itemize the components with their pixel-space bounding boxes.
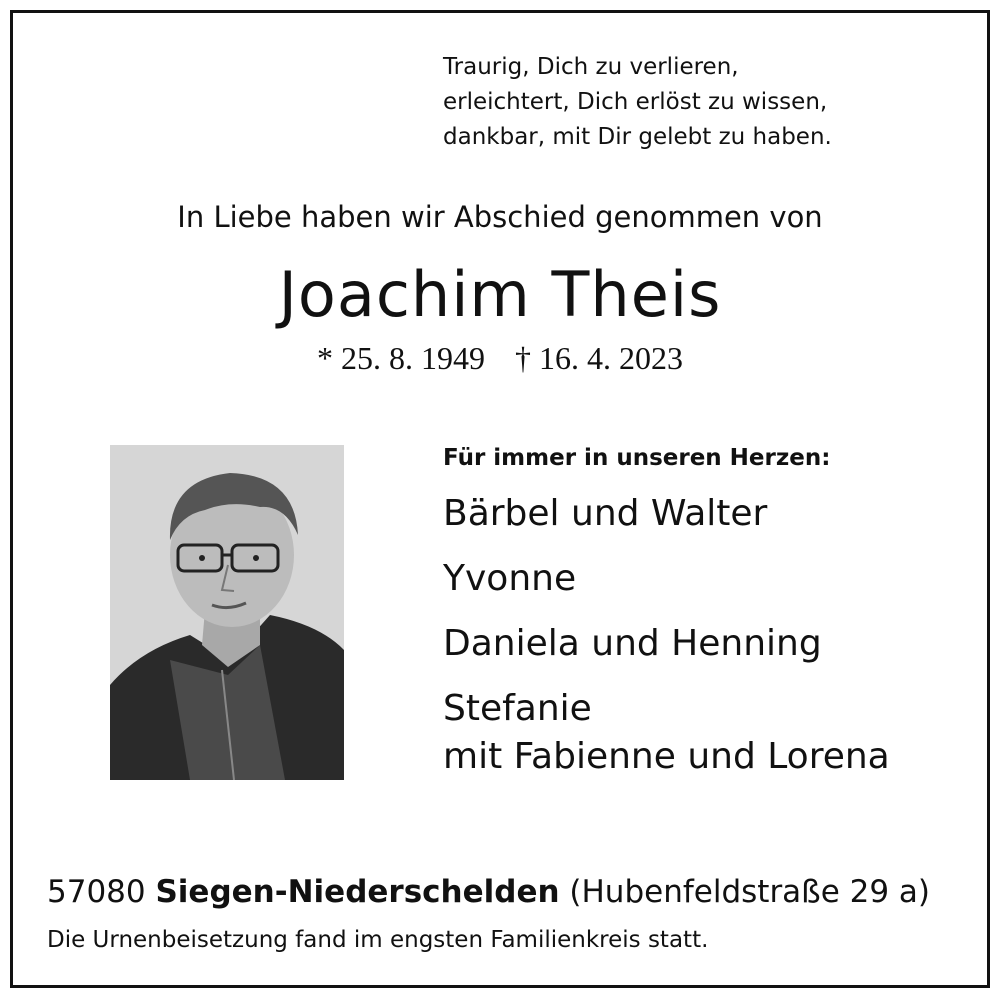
poem-line: erleichtert, Dich erlöst zu wissen, bbox=[443, 89, 828, 115]
mourner-entry bbox=[443, 620, 890, 668]
mourner-entry bbox=[443, 490, 890, 538]
deceased-name: Joachim Theis bbox=[278, 258, 722, 331]
poem bbox=[443, 50, 832, 155]
birth-date: * 25. 8. 1949 bbox=[317, 340, 485, 376]
address-street: (Hubenfeldstraße 29 a) bbox=[569, 874, 931, 910]
mourner-entry bbox=[443, 555, 890, 603]
mourner-line: Stefanie bbox=[443, 688, 592, 729]
address-city: Siegen-Niederschelden bbox=[155, 874, 560, 910]
poem-line: Traurig, Dich zu verlieren, bbox=[443, 54, 739, 80]
address-zip: 57080 bbox=[47, 874, 146, 910]
mourners-list bbox=[443, 490, 890, 798]
mourner-line: Bärbel und Walter bbox=[443, 493, 768, 534]
burial-note: Die Urnenbeisetzung fand im engsten Familienkreis statt. bbox=[47, 927, 709, 953]
life-dates bbox=[0, 340, 1000, 377]
intro-text: In Liebe haben wir Abschied genommen von bbox=[177, 200, 823, 234]
portrait-photo bbox=[110, 445, 344, 780]
mourner-line: Yvonne bbox=[443, 558, 577, 599]
mourners-heading: Für immer in unseren Herzen: bbox=[443, 445, 831, 471]
mourner-entry bbox=[443, 685, 890, 781]
death-date: † 16. 4. 2023 bbox=[515, 340, 683, 376]
mourner-line: mit Fabienne und Lorena bbox=[443, 736, 890, 777]
address bbox=[47, 874, 930, 910]
mourner-line: Daniela und Henning bbox=[443, 623, 822, 664]
poem-line: dankbar, mit Dir gelebt zu haben. bbox=[443, 124, 832, 150]
